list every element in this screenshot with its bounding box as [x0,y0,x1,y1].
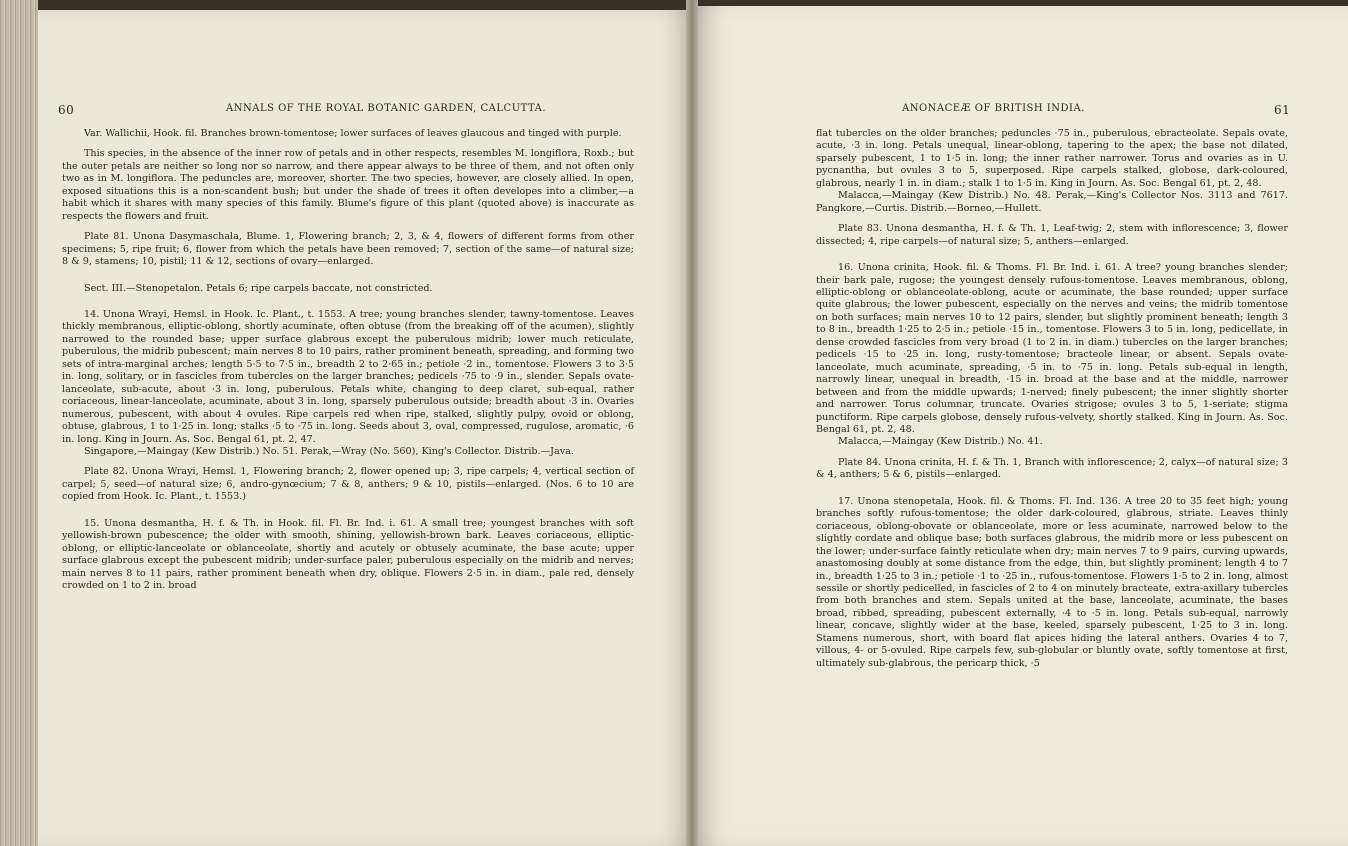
paragraph: Var. Wallichii, Hook. fil. Branches brown-tomentose; lower surfaces of leaves glaucous and tinged with purple. [84,128,622,139]
right-running-head: ANONACEÆ OF BRITISH INDIA. [902,103,1085,114]
plate-caption: Plate 83. Unona desmantha, H. f. & Th. 1, Leaf-twig; 2, stem with inflorescence; 3, flower dissected; 4, ripe carpels—of natural size; 5, anthers—enlarged. [816,223,1288,247]
plate-caption: Plate 81. Unona Dasymaschala, Blume. 1, Flowering branch; 2, 3, & 4, flowers of different forms from other specimens; 5, ripe fruit; 6, flower from which the petals have been removed; 7, section of the same—of natural size; 8 & 9, stamens; 10, pistil; 11 & 12, sections of ovary—enlarged. [62,231,634,268]
paragraph: This species, in the absence of the inner row of petals and in other respects, resembles M. longiflora, Roxb.; but the outer petals are neither so long nor so narrow, and there appear always to be three of them, and not often only two as in M. longiflora. The peduncles are, moreover, shorter. The two species, however, are closely allied. In open, exposed situations this is a non-scandent bush; but under the shade of trees it often developes into a climber,—a habit which it shares with many species of this family. Blume's figure of this plant (quoted above) is inaccurate as respects the flowers and fruit. [62,148,634,222]
left-running-head: ANNALS OF THE ROYAL BOTANIC GARDEN, CALCUTTA. [226,103,546,114]
species-description: 15. Unona desmantha, H. f. & Th. in Hook. fil. Fl. Br. Ind. i. 61. A small tree; youngest branches with soft yellowish-brown pubescence; the older with smooth, shining, yellowish-brown bark. Leaves coriaceous, elliptic-oblong, or elliptic-lanceolate or oblanceolate, shortly and acutely or obtusely acuminate, the base acute; upper surface glabrous except the pubescent midrib; under-surface paler, puberulous especially on the midrib and nerves; main nerves 8 to 11 pairs, rather prominent beneath when dry, oblique. Flowers 2·5 in. in diam., pale red, densely crowded on 1 to 2 in. broad [62,517,634,592]
species-description: 14. Unona Wrayi, Hemsl. in Hook. Ic. Plant., t. 1553. A tree; young branches slender, tawny-tomentose. Leaves thickly membranous, elliptic-oblong, shortly acuminate, often obtuse (from the breaking off of the acumen), slightly narrowed to the rounded base; upper surface glabrous except the puberulous midrib; lower much reticulate, puberulous, the midrib pubescent; main nerves 8 to 10 pairs, rather prominent beneath, spreading, and forming two sets of intra-marginal arches; length 5·5 to 7·5 in., breadth 2 to 2·65 in.; petiole ·2 in., tomentose. Flowers 3 to 3·5 in. long, solitary, or in fascicles from tubercles on the larger branches; pedicels ·75 to ·9 in., slender. Sepals ovate-lanceolate, sub-acute, about ·3 in. long, puberulous. Petals white, changing to deep claret, sub-equal, rather coriaceous, linear-lanceolate, acuminate, about 3 in. long, sparsely puberulous outside; breadth about ·3 in. Ovaries numerous, pubescent, with about 4 ovules. Ripe carpels red when ripe, stalked, slightly pulpy, ovoid or oblong, obtuse, glabrous, 1 to 1·25 in. long; stalks ·5 to ·75 in. long. Seeds about 3, oval, compressed, rugulose, aromatic, ·6 in. long. King in Journ. As. Soc. Bengal 61, pt. 2, 47. [62,308,634,445]
section-heading: Sect. III.—Stenopetalon. Petals 6; ripe carpels baccate, not constricted. [84,282,433,294]
localities: Singapore,—Maingay (Kew Distrib.) No. 51. Perak,—Wray (No. 560), King's Collector. Distrib.—Java. [84,445,574,457]
left-page-number: 60 [58,103,75,117]
plate-caption: Plate 84. Unona crinita, H. f. & Th. 1, Branch with inflorescence; 2, calyx—of natural size; 3 & 4, anthers; 5 & 6, pistils—enlarged. [816,456,1288,481]
localities: Malacca,—Maingay (Kew Distrib.) No. 41. [838,436,1043,448]
plate-caption: Plate 82. Unona Wrayi, Hemsl. 1, Flowering branch; 2, flower opened up; 3, ripe carpels; 4, vertical section of carpel; 5, seed—of natural size; 6, andro-gynœcium; 7 & 8, anthers; 9 & 10, pistils—enlarged. (Nos. 6 to 10 are copied from Hook. Ic. Plant., t. 1553.) [62,466,634,503]
left-text-column [62,128,634,593]
species-description: 17. Unona stenopetala, Hook. fil. & Thoms. Fl. Ind. 136. A tree 20 to 35 feet high; young branches softly rufous-tomentose; the older dark-coloured, glabrous, striate. Leaves thinly coriaceous, oblong-obovate or oblanceolate, more or less acuminate, narrowed below to the slightly cordate and oblique base; both surfaces glabrous, the midrib more or less pubescent on the lower; under-surface faintly reticulate when dry; main nerves 7 to 9 pairs, curving upwards, anastomosing doubly at some distance from the edge, thin, but slightly prominent; length 4 to 7 in., breadth 1·25 to 3 in.; petiole ·1 to ·25 in., rufous-tomentose. Flowers 1·5 to 2 in. long, almost sessile or shortly pedicelled, in fascicles of 2 to 4 on minutely bracteate, extra-axillary tubercles from both branches and stem. Sepals united at the base, lanceolate, acuminate, the bases broad, ribbed, spreading, pubescent externally, ·4 to ·5 in. long. Petals sub-equal, narrowly linear, concave, slightly wider at the base, keeled, sparsely pubescent, 1·25 to 3 in. long. Stamens numerous, short, with board flat apices hiding the lateral anthers. Ovaries 4 to 7, villous, 4- or 5-ovuled. Ripe carpels few, sub-globular or bluntly ovate, softly tomentose at first, ultimately sub-glabrous, the pericarp thick, ·5 [816,495,1288,669]
species-description: 16. Unona crinita, Hook. fil. & Thoms. Fl. Br. Ind. i. 61. A tree? young branches slender; their bark pale, rugose; the youngest densely rufous-tomentose. Leaves membranous, oblong, elliptic-oblong or oblanceolate-oblong, acute or acuminate, the base rounded; upper surface quite glabrous; the lower pubescent, especially on the nerves and veins; the midrib tomentose on both surfaces; main nerves 10 to 12 pairs, slender, but slightly prominent beneath; length 3 to 8 in., breadth 1·25 to 2·5 in.; petiole ·15 in., tomentose. Flowers 3 to 5 in. long, pedicellate, in dense crowded fascicles from very broad (1 to 2 in. in diam.) tubercles on the larger branches; pedicels ·15 to ·25 in. long, rusty-tomentose; bracteole linear, or absent. Sepals ovate-lanceolate, much acuminate, spreading, ·5 in. to ·75 in. long. Petals sub-equal in length, narrowly linear, unequal in breadth, ·15 in. broad at the base and at the middle, narrower between and from the middle upwards; 1-nerved; finely pubescent; the inner slightly shorter and narrower. Torus columnar, truncate. Ovaries strigose; ovules 3 to 5, 1-seriate; stigma punctiform. Ripe carpels globose, densely rufous-velvety, shortly stalked. King in Journ. As. Soc. Bengal 61, pt. 2, 48. [816,262,1288,435]
book-gutter [686,0,698,846]
paragraph-continued: flat tubercles on the older branches; peduncles ·75 in., puberulous, ebracteolate. Sepals ovate, acute, ·3 in. long. Petals unequal, linear-oblong, tapering to the apex; the base not dilated, sparsely pubescent, 1 to 1·5 in. long; the inner rather narrower. Torus and ovaries as in U. pycnantha, but ovules 3 to 5, superposed. Ripe carpels stalked, globose, dark-coloured, glabrous, nearly 1 in. in diam.; stalk 1 to 1·5 in. King in Journ. As. Soc. Bengal 61, pt. 2, 48. [816,128,1288,189]
page-edges [0,0,38,846]
right-text-column [816,128,1288,670]
right-page-number: 61 [1274,103,1291,117]
localities: Malacca,—Maingay (Kew Distrib.) No. 48. Perak,—King's Collector Nos. 3113 and 7617. Pangkore,—Curtis. Distrib.—Borneo,—Hullett. [816,190,1288,214]
